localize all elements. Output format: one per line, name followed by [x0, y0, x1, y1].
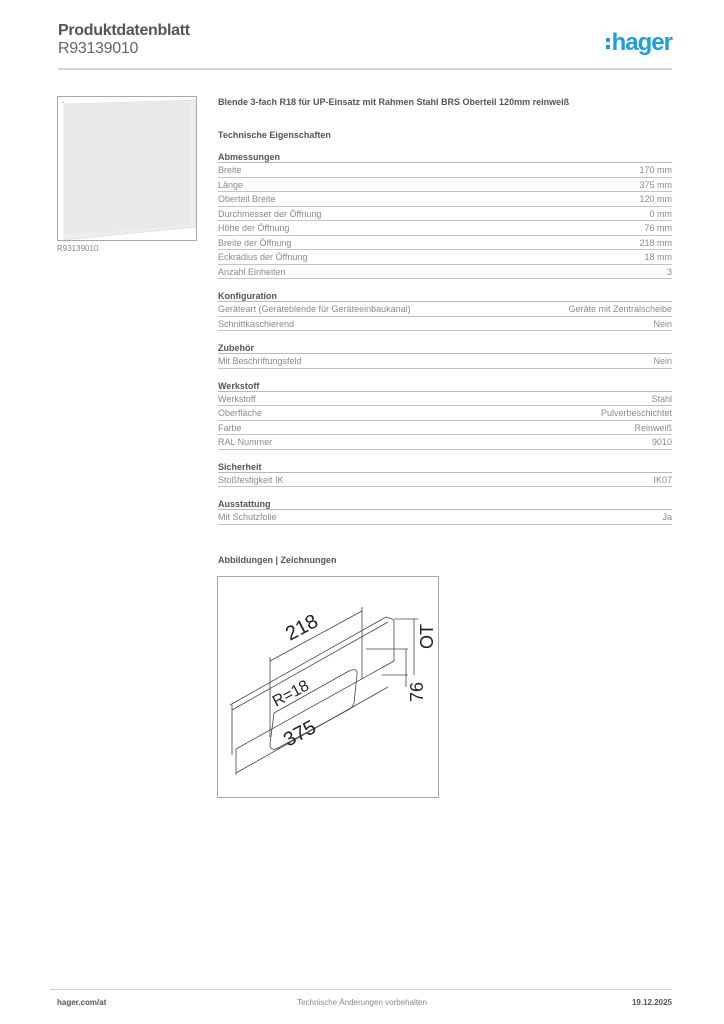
dimension-drawing	[218, 577, 438, 797]
property-value: 120 mm	[639, 194, 672, 204]
property-value: 3	[666, 266, 672, 277]
property-label: Stoßfestigkeit IK	[218, 474, 284, 485]
property-label: Eckradius der Öffnung	[218, 252, 308, 262]
page-header	[58, 20, 672, 70]
property-label: Werkstoff	[218, 393, 256, 404]
product-image	[57, 96, 197, 241]
product-sku: R93139010	[58, 40, 139, 57]
property-label: Oberteil Breite	[218, 194, 276, 204]
footer-disclaimer: Technische Änderungen vorbehalten	[297, 998, 427, 1007]
property-row	[218, 192, 672, 207]
dim-radius-label: R=18	[269, 677, 313, 711]
property-row	[218, 250, 672, 265]
property-label: Mit Schutzfolie	[218, 512, 277, 522]
property-value: Nein	[653, 318, 672, 329]
property-value: IK07	[653, 474, 672, 485]
logo-text: hager	[611, 29, 672, 56]
property-label: Schnittkaschierend	[218, 318, 295, 329]
properties-sections	[218, 149, 672, 525]
header-divider	[58, 68, 672, 70]
property-value: 218 mm	[639, 237, 672, 248]
property-row	[218, 207, 672, 222]
property-label: Durchmesser der Öffnung	[218, 208, 322, 219]
product-details	[218, 96, 672, 525]
document-title: Produktdatenblatt	[58, 22, 190, 39]
technical-properties-heading: Technische Eigenschaften	[218, 130, 331, 140]
footer-date: 19.12.2025	[631, 998, 672, 1007]
property-row	[218, 163, 672, 178]
section-title: Sicherheit	[218, 459, 672, 473]
property-row	[218, 265, 672, 280]
figures-heading: Abbildungen | Zeichnungen	[218, 555, 337, 565]
hager-logo	[606, 28, 672, 58]
property-row	[218, 435, 672, 450]
technical-drawing	[217, 576, 439, 798]
property-value: 76 mm	[644, 223, 672, 233]
property-value: Stahl	[651, 393, 672, 404]
property-row	[218, 421, 672, 436]
section-werkstoff	[218, 378, 672, 450]
property-label: Breite der Öffnung	[218, 237, 292, 248]
property-value: Reinweiß	[634, 422, 672, 433]
property-row	[218, 236, 672, 251]
dim-length-label: 375	[280, 716, 320, 752]
section-zubeh-r	[218, 340, 672, 369]
property-row	[218, 406, 672, 421]
property-row	[218, 510, 672, 525]
footer-divider	[50, 989, 672, 990]
property-value: 170 mm	[639, 165, 672, 175]
property-row	[218, 354, 672, 369]
property-row	[218, 392, 672, 407]
section-konfiguration	[218, 288, 672, 331]
property-row	[218, 302, 672, 317]
property-label: RAL Nummer	[218, 437, 273, 447]
footer-website-link[interactable]: hager.com/at	[57, 998, 107, 1007]
section-title: Zubehör	[218, 340, 672, 354]
section-title: Abmessungen	[218, 149, 672, 163]
property-value: Nein	[653, 356, 672, 366]
section-sicherheit	[218, 459, 672, 488]
property-label: Farbe	[218, 422, 242, 433]
property-label: Oberfläche	[218, 408, 263, 418]
dim-top-label: OT	[417, 624, 437, 649]
property-value: 375 mm	[639, 179, 672, 190]
property-value: Geräte mit Zentralscheibe	[568, 304, 672, 314]
product-name: Blende 3-fach R18 für UP-Einsatz mit Rahmen Stahl BRS Oberteil 120mm reinweiß	[218, 97, 570, 107]
logo-dots-icon	[606, 38, 610, 49]
dim-height-label: 76	[407, 681, 427, 702]
property-label: Anzahl Einheiten	[218, 266, 286, 277]
property-value: 9010	[651, 437, 672, 447]
property-value: Pulverbeschichtet	[600, 408, 672, 418]
property-label: Geräteart (Geräteblende für Geräteeinbaukanal)	[218, 304, 411, 314]
property-row	[218, 221, 672, 236]
section-abmessungen	[218, 149, 672, 279]
property-value: 18 mm	[644, 252, 672, 262]
property-label: Höhe der Öffnung	[218, 223, 290, 233]
image-caption: R93139010	[57, 244, 99, 253]
dim-width-label: 218	[282, 610, 322, 646]
property-label: Breite	[218, 165, 242, 175]
cover-plate-illustration	[58, 97, 196, 240]
section-title: Werkstoff	[218, 378, 672, 392]
section-title: Ausstattung	[218, 496, 672, 510]
section-ausstattung	[218, 496, 672, 525]
property-row	[218, 178, 672, 193]
property-value: Ja	[662, 512, 672, 522]
property-value: 0 mm	[649, 208, 672, 219]
property-label: Länge	[218, 179, 244, 190]
property-row	[218, 317, 672, 332]
property-label: Mit Beschriftungsfeld	[218, 356, 302, 366]
section-title: Konfiguration	[218, 288, 672, 302]
property-row	[218, 473, 672, 488]
